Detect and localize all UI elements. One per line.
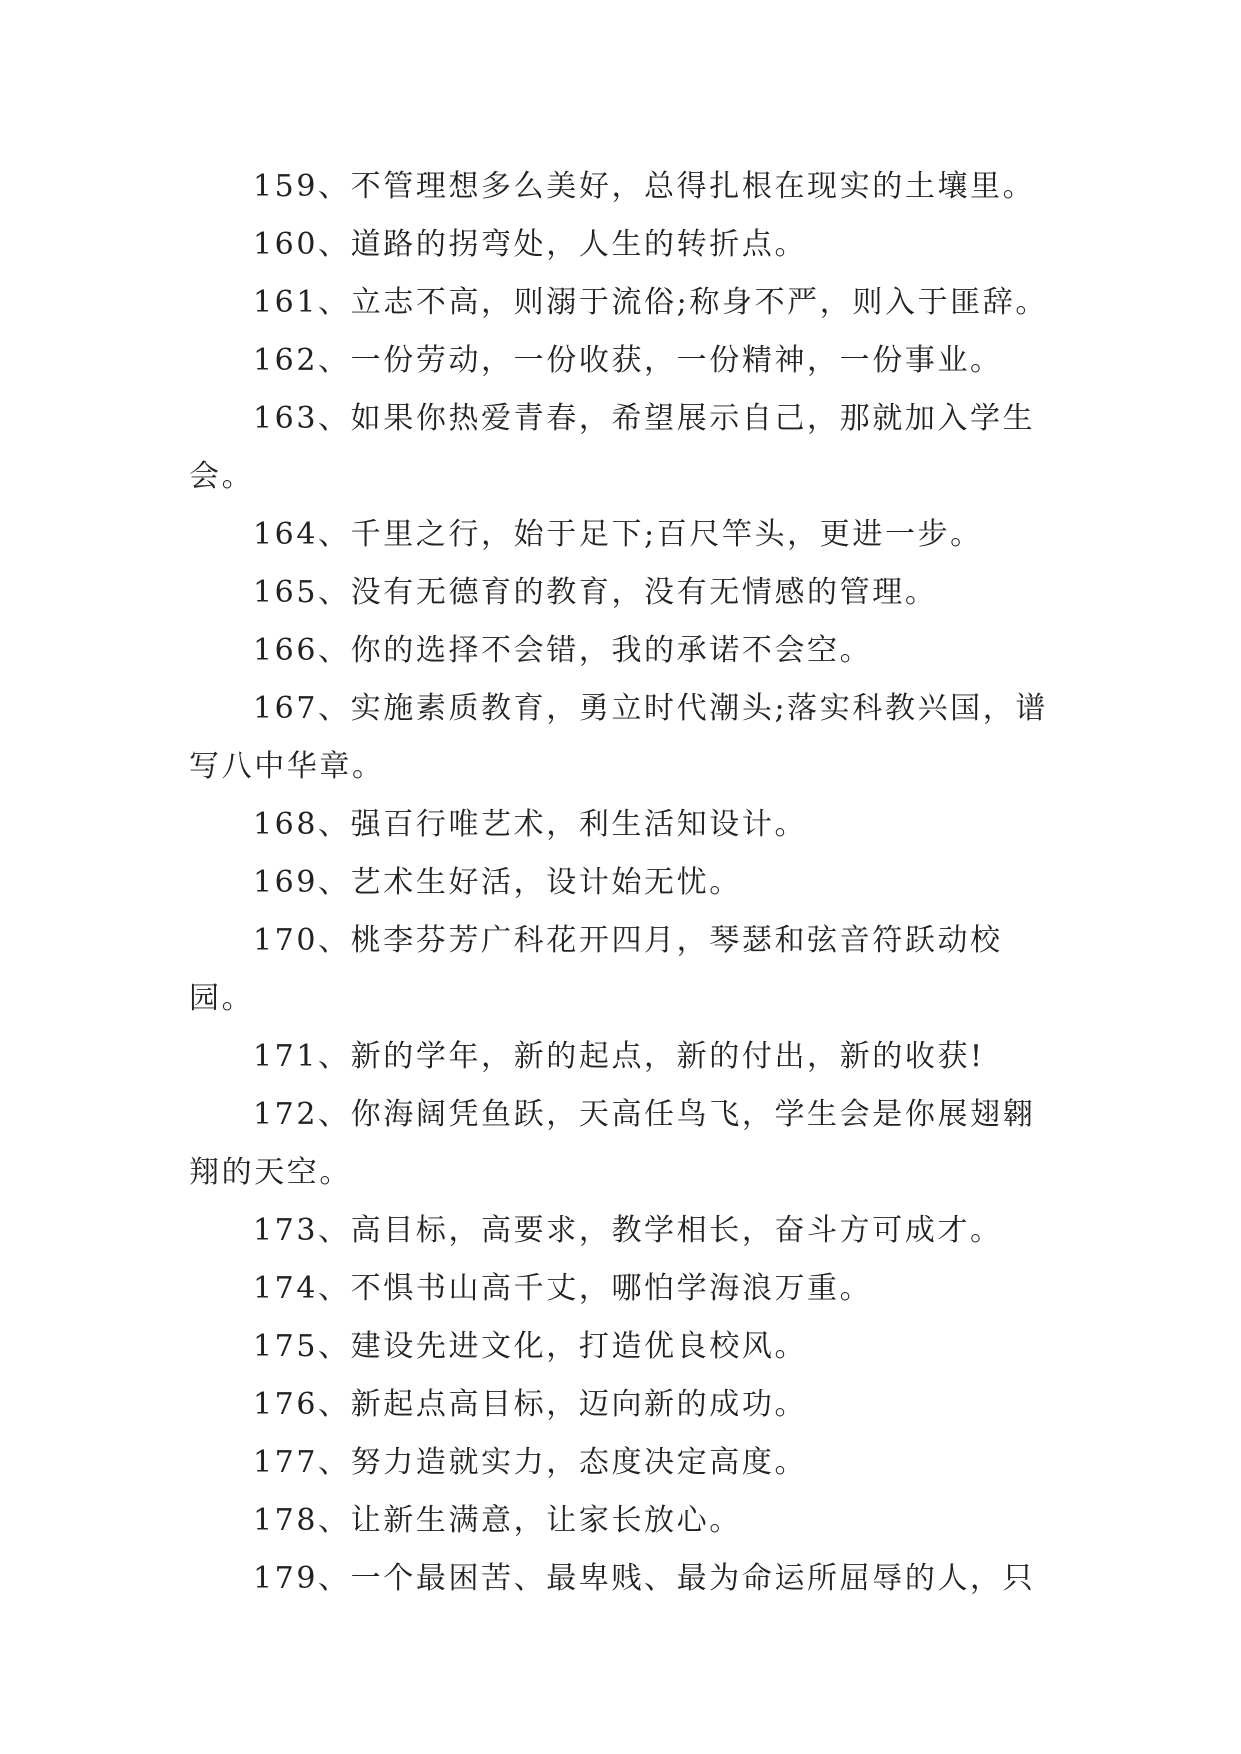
slogan-178: 178、让新生满意，让家长放心。 xyxy=(253,1503,742,1538)
slogan-159: 159、不管理想多么美好，总得扎根在现实的土壤里。 xyxy=(253,169,1036,204)
slogan-164: 164、千里之行，始于足下;百尺竿头，更进一步。 xyxy=(253,517,983,552)
slogan-173: 173、高目标，高要求，教学相长，奋斗方可成才。 xyxy=(253,1213,1003,1248)
slogan-171: 171、新的学年，新的起点，新的付出，新的收获! xyxy=(253,1039,985,1074)
slogan-163: 163、如果你热爱青春，希望展示自己，那就加入学生会。 xyxy=(189,401,1036,494)
slogan-176: 176、新起点高目标，迈向新的成功。 xyxy=(253,1387,808,1422)
slogan-list xyxy=(189,158,1061,1608)
slogan-167: 167、实施素质教育，勇立时代潮头;落实科教兴国，谱写八中华章。 xyxy=(189,691,1048,784)
slogan-161: 161、立志不高，则溺于流俗;称身不严，则入于匪辞。 xyxy=(253,285,1048,320)
slogan-168: 168、强百行唯艺术，利生活知设计。 xyxy=(253,807,808,842)
slogan-165: 165、没有无德育的教育，没有无情感的管理。 xyxy=(253,575,938,610)
slogan-169: 169、艺术生好活，设计始无忧。 xyxy=(253,865,742,900)
slogan-174: 174、不惧书山高千丈，哪怕学海浪万重。 xyxy=(253,1271,873,1306)
slogan-170: 170、桃李芬芳广科花开四月，琴瑟和弦音符跃动校园。 xyxy=(189,923,1003,1016)
slogan-162: 162、一份劳动，一份收获，一份精神，一份事业。 xyxy=(253,343,1003,378)
slogan-177: 177、努力造就实力，态度决定高度。 xyxy=(253,1445,808,1480)
slogan-175: 175、建设先进文化，打造优良校风。 xyxy=(253,1329,808,1364)
slogan-160: 160、道路的拐弯处，人生的转折点。 xyxy=(253,227,808,262)
slogan-166: 166、你的选择不会错，我的承诺不会空。 xyxy=(253,633,873,668)
slogan-172: 172、你海阔凭鱼跃，天高任鸟飞，学生会是你展翅翱翔的天空。 xyxy=(189,1097,1036,1190)
slogan-179: 179、一个最困苦、最卑贱、最为命运所屈辱的人，只 xyxy=(253,1561,1036,1596)
